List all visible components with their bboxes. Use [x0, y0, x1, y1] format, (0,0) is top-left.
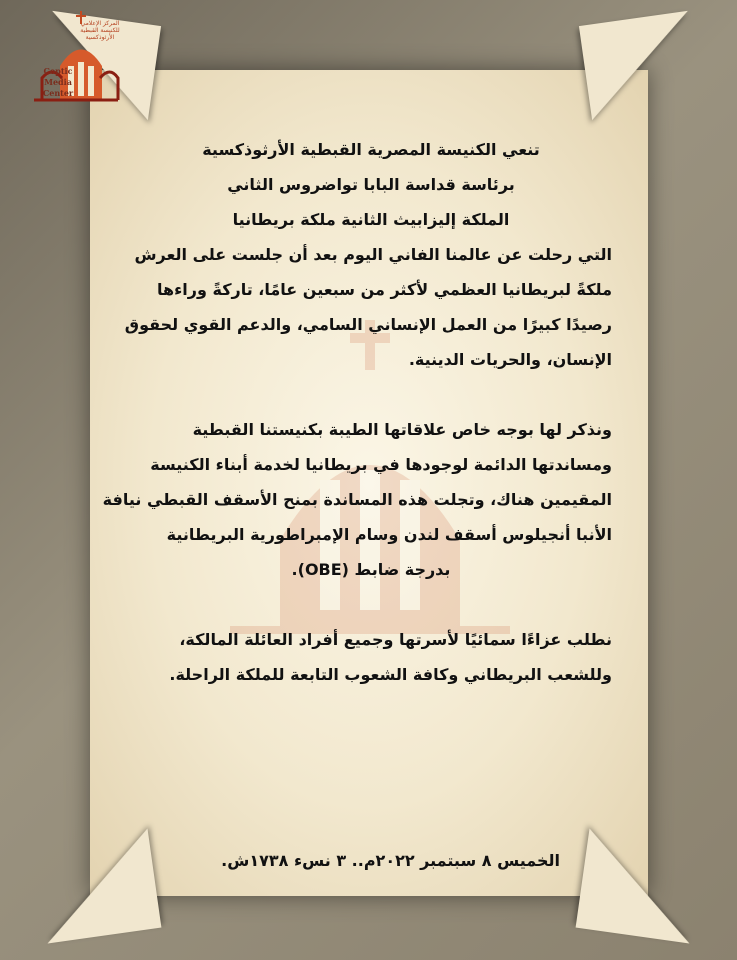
- paragraph-2-line-1: ونذكر لها بوجه خاص علاقاتها الطيبة بكنيستنا القبطية: [192, 420, 612, 439]
- header-line-1: تنعي الكنيسة المصرية القبطية الأرثوذكسية: [202, 140, 540, 159]
- coptic-media-center-logo: [18, 8, 122, 103]
- paper-corner-bottom-left: [34, 828, 162, 943]
- paragraph-1-line-3: رصيدًا كبيرًا من العمل الإنساني السامي، والدعم القوي لحقوق: [124, 315, 612, 334]
- paragraph-1-line-1: التي رحلت عن عالمنا الفاني اليوم بعد أن جلست على العرش: [134, 245, 612, 264]
- logo-english-text: [38, 66, 78, 99]
- announcement-text: [102, 132, 612, 692]
- paper-corner-bottom-right: [576, 828, 704, 943]
- paragraph-2-line-3: المقيمين هناك، وتجلت هذه المساندة بمنح الأسقف القبطي نيافة: [102, 490, 612, 509]
- paragraph-1-line-2: ملكةً لبريطانيا العظمي لأكثر من سبعين عامًا، تاركةً وراءها: [157, 280, 612, 299]
- logo-line-coptic: Coptic: [43, 66, 73, 76]
- paragraph-2-line-4: الأنبا أنجيلوس أسقف لندن وسام الإمبراطورية البريطانية: [166, 525, 612, 544]
- paragraph-3-line-2: وللشعب البريطاني وكافة الشعوب التابعة للملكة الراحلة.: [169, 665, 612, 684]
- paragraph-spacer: [130, 377, 612, 412]
- paragraph-3-line-1: نطلب عزاءًا سمائيًا لأسرتها وجميع أفراد العائلة المالكة،: [179, 630, 612, 649]
- header-line-3: الملكة إليزابيث الثانية ملكة بريطانيا: [232, 210, 510, 229]
- paragraph-2-line-5: بدرجة ضابط (OBE).: [291, 560, 451, 579]
- announcement-date: الخميس ٨ سبتمبر ٢٠٢٢م.. ٣ نسء ١٧٣٨ش.: [221, 851, 560, 870]
- logo-line-center: Center: [42, 88, 74, 98]
- paragraph-1-line-4: الإنسان، والحريات الدينية.: [408, 350, 612, 369]
- header-line-2: برئاسة قداسة البابا تواضروس الثاني: [227, 175, 515, 194]
- logo-arabic-text: المركز الإعلامي للكنيسة القبطية الأرثوذكسية: [80, 20, 120, 41]
- paragraph-spacer: [130, 587, 612, 622]
- paper-corner-top-right: [579, 11, 701, 120]
- logo-line-media: Media: [44, 77, 72, 87]
- paragraph-2-line-2: ومساندتها الدائمة لوجودها في بريطانيا لخدمة أبناء الكنيسة: [150, 455, 612, 474]
